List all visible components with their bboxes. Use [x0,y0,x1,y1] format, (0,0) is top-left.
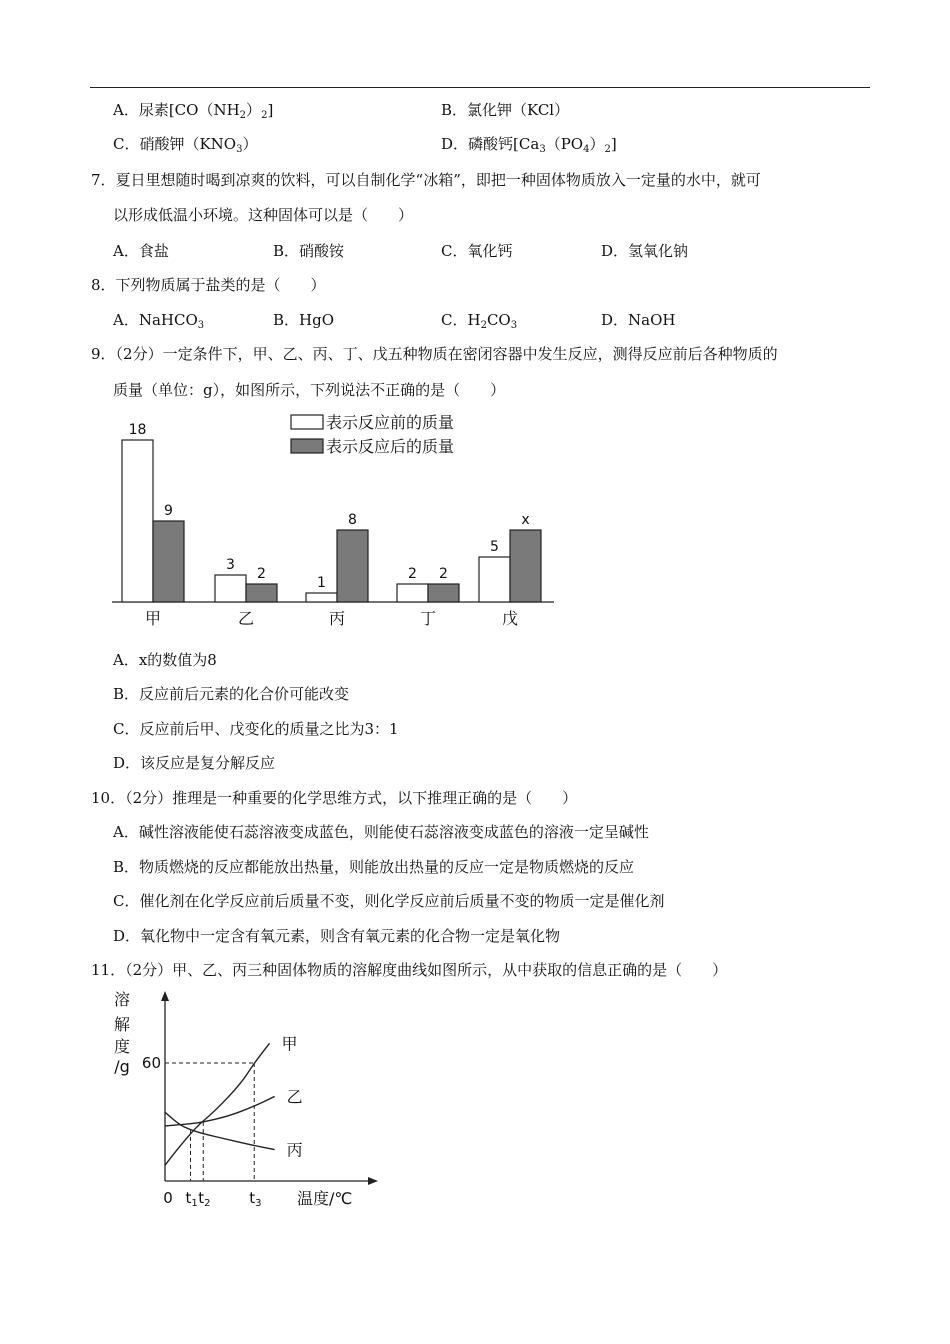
curve-2 [165,1096,275,1126]
bar-label-after-2: 2 [257,566,266,582]
category-label-2: 乙 [237,609,255,628]
q10-option-d[interactable]: D．氧化物中一定含有氧元素，则含有氧元素的化合物一定是氧化物 [113,927,561,945]
q6-option-d[interactable]: D．磷酸钙$[Ca_3(PO_4)_2]$ [441,135,617,155]
y-axis-label-3: 度 [113,1037,131,1056]
curve-label-2: 乙 [286,1087,303,1107]
q6-option-a[interactable]: A．尿素$[CO(NH_2)_2]$ [113,101,274,121]
bar-after-2 [246,584,277,602]
bar-after-3 [337,530,368,602]
bar-label-before-2: 3 [226,557,235,573]
legend-label-before: 表示反应前的质量 [326,413,455,432]
y-axis-arrow-icon [161,991,169,1001]
q9-option-a[interactable]: A．x的数值为8 [113,651,217,669]
q7-option-d[interactable]: D．氢氧化钠 [601,242,689,260]
bar-label-after-1: 9 [164,503,173,519]
bar-label-before-5: 5 [490,539,499,555]
y-axis-label-2: 解 [113,1015,131,1034]
q7-stem-line2: 以形成低温小环境。这种固体可以是（ ） [113,206,414,224]
category-label-1: 甲 [144,609,162,628]
q8-stem: 8．下列物质属于盐类的是（ ） [91,276,326,294]
bar-label-after-4: 2 [439,566,448,582]
q9-option-d[interactable]: D．该反应是复分解反应 [113,754,276,772]
mass-bar-chart [110,405,570,635]
q10-option-c[interactable]: C．催化剂在化学反应前后质量不变，则化学反应前后质量不变的物质一定是催化剂 [113,892,665,910]
q9-stem-line2: 质量（单位：g），如图所示，下列说法不正确的是（ ） [113,381,506,399]
q10-option-b[interactable]: B．物质燃烧的反应都能放出热量，则能放出热量的反应一定是物质燃烧的反应 [113,858,635,876]
bar-after-1 [153,521,184,602]
q7-option-c[interactable]: C．氧化钙 [441,242,513,260]
q7-option-a[interactable]: A．食盐 [113,242,169,260]
y-axis-label-1: 溶 [113,990,131,1009]
category-label-3: 丙 [328,609,346,628]
q9-option-c[interactable]: C．反应前后甲、戊变化的质量之比为3：1 [113,720,399,738]
q9-stem-line1: 9．（2分）一定条件下，甲、乙、丙、丁、戊五种物质在密闭容器中发生反应，测得反应前后各种物质的 [91,345,778,363]
bar-label-before-1: 18 [128,422,147,438]
q7-option-b[interactable]: B．硝酸铵 [273,242,345,260]
header-rule [90,87,870,88]
bar-after-4 [428,584,459,602]
bar-before-4 [397,584,428,602]
category-label-5: 戊 [501,609,519,628]
q8-option-c[interactable]: C．$H_2CO_3$ [441,311,518,331]
x-tick-label-t2: $t_2$ [198,1189,211,1209]
bar-label-before-3: 1 [317,575,326,591]
legend-swatch-before [291,415,323,429]
q10-stem: 10．（2分）推理是一种重要的化学思维方式，以下推理正确的是（ ） [91,789,578,807]
q6-option-c[interactable]: C．硝酸钾$(KNO_3)$ [113,135,258,155]
q9-option-b[interactable]: B．反应前后元素的化合价可能改变 [113,685,350,703]
q8-option-a[interactable]: A．NaHCO$_3$ [113,311,205,331]
bar-label-before-4: 2 [408,566,417,582]
y-tick-label-60: 60 [141,1054,161,1072]
x-tick-label-t1: $t_1$ [185,1189,198,1209]
bar-label-after-5: x [521,512,530,528]
y-axis-label-4: /g [114,1057,130,1076]
bar-before-2 [215,575,246,602]
q10-option-a[interactable]: A．碱性溶液能使石蕊溶液变成蓝色，则能使石蕊溶液变成蓝色的溶液一定呈碱性 [113,823,649,841]
curve-label-3: 丙 [286,1140,303,1160]
legend-label-after: 表示反应后的质量 [326,437,455,456]
bar-label-after-3: 8 [348,512,357,528]
curve-label-1: 甲 [281,1034,298,1054]
bar-before-3 [306,593,337,602]
origin-label: 0 [163,1189,173,1207]
category-label-4: 丁 [419,609,437,628]
q8-option-d[interactable]: D．NaOH [601,311,676,329]
curve-1 [165,1043,270,1165]
q8-option-b[interactable]: B．HgO [273,311,335,329]
q11-stem: 11．（2分）甲、乙、丙三种固体物质的溶解度曲线如图所示，从中获取的信息正确的是（ ） [91,961,728,979]
x-axis-label: 温度/℃ [297,1189,353,1208]
bar-after-5 [510,530,541,602]
q6-option-b[interactable]: B．氯化钾（KCl） [441,101,570,119]
x-axis-arrow-icon [368,1177,378,1185]
q7-stem-line1: 7．夏日里想随时喝到凉爽的饮料，可以自制化学“冰箱”，即把一种固体物质放入一定量的水中，就可 [91,171,761,189]
legend-swatch-after [291,439,323,453]
bar-before-1 [122,440,153,602]
x-tick-label-t3: $t_3$ [249,1189,262,1209]
solubility-curve-chart [100,985,390,1215]
bar-before-5 [479,557,510,602]
